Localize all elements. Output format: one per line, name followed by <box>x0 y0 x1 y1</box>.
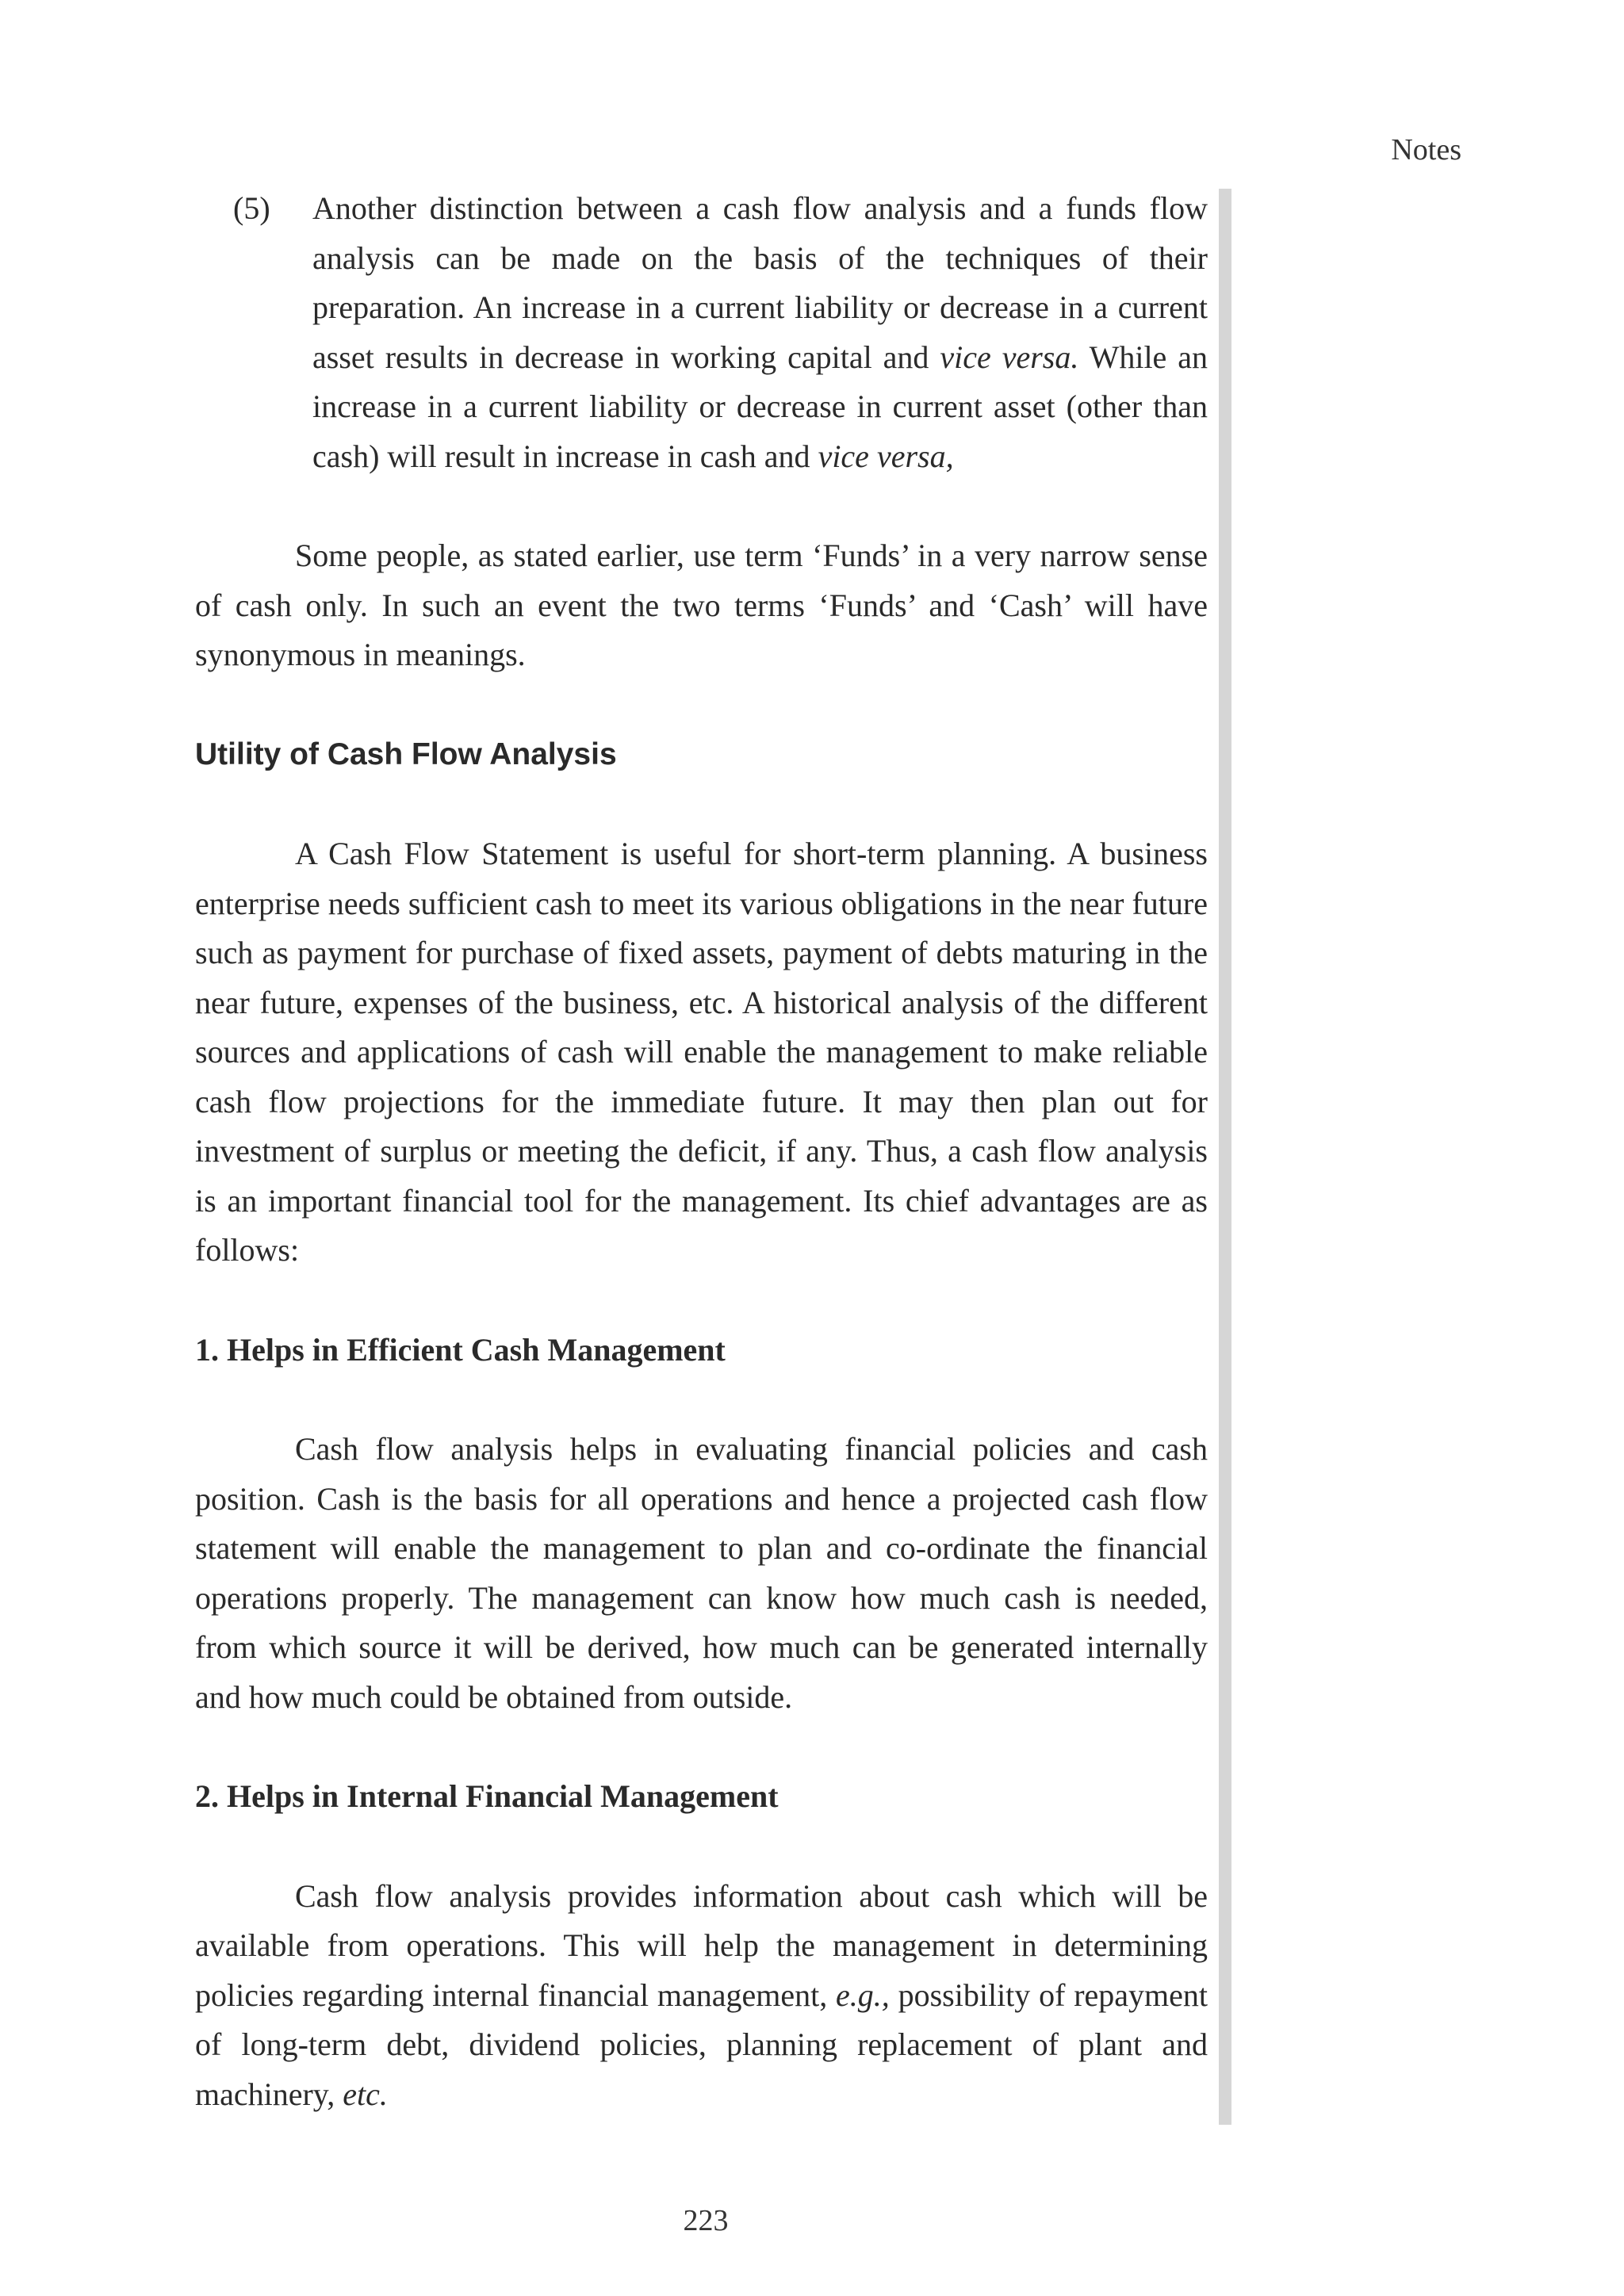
point-number: (5) <box>233 190 270 226</box>
point-text-b: While an increase in a current liability or decrease in current asset (other than cash) will result in increase in cash and <box>312 339 1208 474</box>
margin-rule <box>1219 189 1231 2125</box>
point-italic-b: vice versa, <box>818 438 954 474</box>
point-text-a: Another distinction between a cash flow analysis and a funds flow analysis can be made on the basis of the techniques of their preparation. An increase in a current liability or decrease in a current asset results in decrease in working capital and <box>312 190 1208 375</box>
point-italic-a: vice versa. <box>940 339 1079 375</box>
paragraph-funds-meaning: Some people, as stated earlier, use term ‘Funds’ in a very narrow sense of cash only. In such an event the two terms ‘Funds’ and ‘Cash’ will have synonymous in meanings. <box>195 538 1208 672</box>
paragraph-internal-financial <box>195 1872 1208 2120</box>
page-number: 223 <box>683 2204 729 2237</box>
italic-etc: etc. <box>343 2076 388 2112</box>
notes-margin-label: Notes <box>1391 133 1461 166</box>
paragraph-text-b: possibility of repayment of long-term debt, dividend policies, planning replacement of plant and machinery, <box>195 1976 1208 2112</box>
section-heading-cash-management: 1. Helps in Efficient Cash Management <box>195 1331 726 1368</box>
numbered-point-5 <box>195 184 1208 481</box>
italic-eg: e.g., <box>836 1976 890 2013</box>
paragraph-text-a: Cash flow analysis provides information about cash which will be available from operations. This will help the management in determining policies regarding internal financial management, <box>195 1877 1208 2013</box>
section-heading-utility: Utility of Cash Flow Analysis <box>195 737 617 771</box>
page-body <box>195 184 1208 2119</box>
paragraph-cash-management: Cash flow analysis helps in evaluating financial policies and cash position. Cash is the basis for all operations and hence a projected cash flow statement will enable the management to plan and co-ordinate the financial operations properly. The management can know how much cash is needed, from which source it will be derived, how much can be generated internally and how much could be obtained from outside. <box>195 1431 1208 1715</box>
paragraph-utility: A Cash Flow Statement is useful for short-term planning. A business enterprise needs sufficient cash to meet its various obligations in the near future such as payment for purchase of fixed assets, payment of debts maturing in the near future, expenses of the business, etc. A historical analysis of the different sources and applications of cash will enable the management to make reliable cash flow projections for the immediate future. It may then plan out for investment of surplus or meeting the deficit, if any. Thus, a cash flow analysis is an important financial tool for the management. Its chief advantages are as follows: <box>195 836 1208 1268</box>
section-heading-internal-financial: 2. Helps in Internal Financial Management <box>195 1778 779 1814</box>
